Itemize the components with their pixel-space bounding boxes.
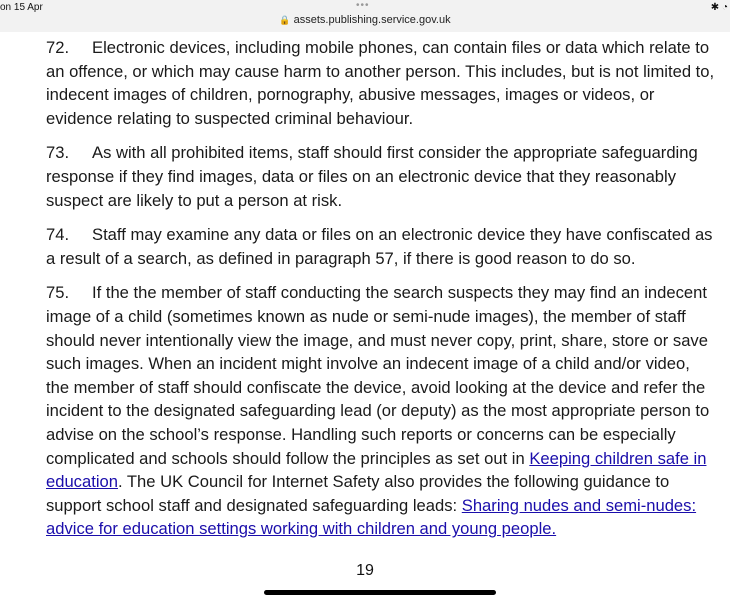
paragraph-72 xyxy=(46,36,716,130)
status-icons: ✱ ◔ xyxy=(710,2,728,13)
address-bar[interactable] xyxy=(0,14,730,26)
lock-icon: 🔒 xyxy=(279,15,291,25)
sharing-nudes-guidance-link[interactable]: Sharing nudes and semi-nudes: advice for education settings working with children and young people. xyxy=(46,495,697,539)
document-content xyxy=(46,36,716,552)
home-indicator[interactable] xyxy=(264,590,496,595)
paragraph-text: If the the member of staff conducting the search suspects they may find an indecent image of a child (sometimes known as nude or semi-nude images), the member of staff should never intentionally view the image, and must never copy, print, share, store or save such images. When an incident might involve an indecent image of a child and/or video, the member of staff should confiscate the device, avoid looking at the device and refer the incident to the designated safeguarding lead (or deputy) as the most appropriate person to advise on the school’s response. Handling such reports or concerns can be especially complicated and schools should follow the principles as set out in xyxy=(46,283,710,468)
paragraph-74 xyxy=(46,223,716,270)
url-text: assets.publishing.service.gov.uk xyxy=(293,14,451,26)
paragraph-73 xyxy=(46,141,716,212)
page-number: 19 xyxy=(356,562,374,579)
paragraph-text: As with all prohibited items, staff should first consider the appropriate safeguarding response if they find images, data or files on an electronic device that they reasonably suspect are likely to put a person at risk. xyxy=(46,143,698,210)
status-bar xyxy=(0,0,730,32)
paragraph-number: 75. xyxy=(46,283,70,303)
paragraph-number: 72. xyxy=(46,38,70,57)
paragraph-text: Electronic devices, including mobile phones, can contain files or data which relate to an offence, or which may cause harm to another person. This includes, but is not limited to, indecent images of children, pornography, abusive messages, images or videos, or evidence relating to suspected criminal behaviour. xyxy=(46,38,715,128)
tab-menu-dots-icon[interactable]: ••• xyxy=(356,0,370,11)
paragraph-75 xyxy=(46,281,716,541)
paragraph-number: 73. xyxy=(46,143,70,163)
keeping-children-safe-link[interactable]: Keeping children safe in education xyxy=(46,448,707,492)
paragraph-text: . The UK Council for Internet Safety also provides the following guidance to support school staff and designated safeguarding leads: xyxy=(46,472,670,515)
paragraph-text: Staff may examine any data or files on an electronic device they have confiscated as a result of a search, as defined in paragraph 57, if there is good reason to do so. xyxy=(46,225,713,268)
paragraph-number: 74. xyxy=(46,225,70,245)
status-date: on 15 Apr xyxy=(0,2,43,13)
